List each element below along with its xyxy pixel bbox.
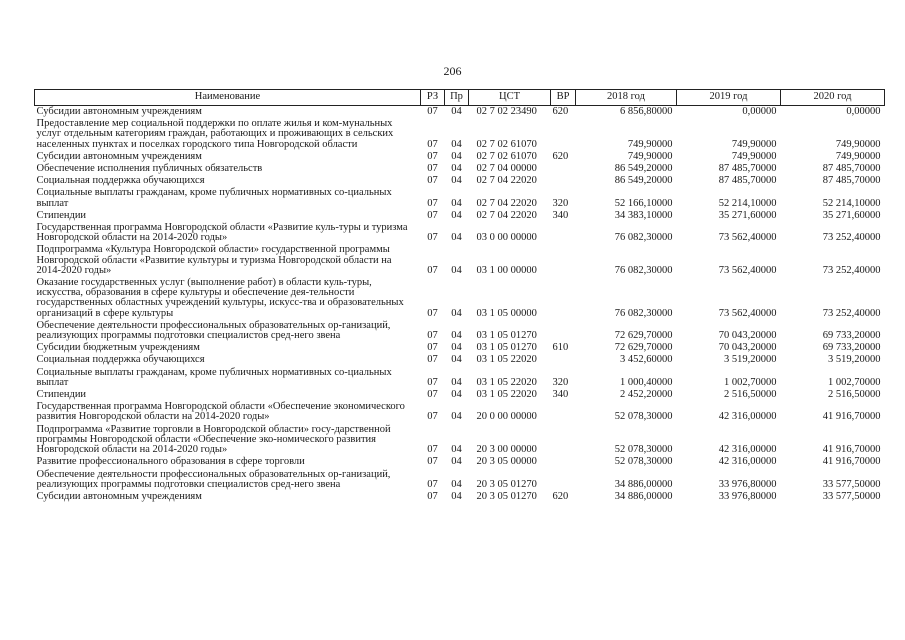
- row-2019-value: 70 043,20000: [718, 342, 777, 354]
- row-2018-value: 72 629,70000: [614, 330, 673, 342]
- row-vr: [551, 118, 576, 151]
- row-2020-value: 69 733,20000: [822, 330, 881, 342]
- row-2018-value: 76 082,30000: [614, 307, 673, 319]
- row-2020-value: 33 577,50000: [822, 490, 881, 502]
- budget-table: [34, 89, 885, 503]
- row-2019-value: 42 316,00000: [718, 444, 777, 456]
- row-vr: 340: [552, 209, 569, 221]
- header-pr: Пр: [445, 90, 469, 106]
- row-rz: 07: [427, 490, 438, 502]
- table-row: [35, 389, 885, 401]
- row-2020-value: 749,90000: [835, 138, 881, 150]
- row-cst: 03 1 05 00000: [476, 307, 537, 319]
- row-name: Социальные выплаты гражданам, кроме публичных нормативных со-циальных выплат: [36, 366, 392, 388]
- row-name: Подпрограмма «Культура Новгородской области» государственной программы Новгородской области «Развитие культуры и туризма Новгородской области на 2014-2020 годы»: [36, 244, 392, 276]
- row-2019-value: 749,90000: [731, 150, 777, 162]
- row-2019-value: 0,00000: [742, 106, 777, 117]
- row-2019-value: 73 562,40000: [718, 232, 777, 244]
- row-2018-value: 86 549,20000: [614, 175, 673, 187]
- row-name: Социальные выплаты гражданам, кроме публичных нормативных со-циальных выплат: [36, 187, 392, 209]
- row-name: Субсидии автономным учреждениям: [36, 106, 202, 117]
- row-2020-value: 33 577,50000: [822, 478, 881, 490]
- row-vr: [551, 401, 576, 423]
- row-2020-value: 52 214,10000: [822, 197, 881, 209]
- row-vr: [551, 320, 576, 342]
- row-2020-value: 0,00000: [846, 106, 881, 117]
- row-2020-value: 35 271,60000: [822, 209, 881, 221]
- row-2018-value: 52 078,30000: [614, 456, 673, 468]
- row-name: Обеспечение деятельности профессиональных образовательных ор-ганизаций, реализующих программы подготовки специалистов сред-него звена: [36, 319, 391, 342]
- row-2019-value: 1 002,70000: [724, 376, 777, 388]
- row-cst: 20 3 05 01270: [476, 490, 537, 502]
- row-cst: 03 1 05 22020: [476, 376, 537, 388]
- row-2020-value: 41 916,70000: [822, 411, 881, 423]
- row-vr: 340: [552, 389, 569, 401]
- row-2018-value: 86 549,20000: [614, 163, 673, 175]
- row-cst: 02 7 04 22020: [476, 175, 537, 187]
- row-rz: 07: [427, 232, 438, 244]
- row-name: Субсидии автономным учреждениям: [36, 490, 202, 502]
- row-pr: 04: [451, 307, 462, 319]
- row-rz: 07: [427, 444, 438, 456]
- row-rz: 07: [427, 456, 438, 468]
- header-2020: 2020 год: [781, 90, 885, 106]
- row-name: Субсидии автономным учреждениям: [36, 150, 202, 162]
- row-name: Оказание государственных услуг (выполнение работ) в области куль-туры, искусства, образования в сфере культуры и обеспечение дея-тельности государственных областных учреждений культуры, искусс-тва и образовательных организаций в сфере культуры: [36, 277, 404, 319]
- table-row: [35, 469, 885, 491]
- row-2018-value: 1 000,40000: [620, 376, 673, 388]
- row-2018-value: 3 452,60000: [620, 354, 673, 366]
- row-rz: 07: [427, 342, 438, 354]
- row-vr: [551, 277, 576, 320]
- row-2020-value: 87 485,70000: [822, 163, 881, 175]
- table-row: [35, 354, 885, 366]
- row-2020-value: 41 916,70000: [822, 444, 881, 456]
- table-row: [35, 118, 885, 151]
- row-2019-value: 87 485,70000: [718, 175, 777, 187]
- row-rz: 07: [427, 150, 438, 162]
- row-2018-value: 52 166,10000: [614, 197, 673, 209]
- row-2018-value: 6 856,80000: [620, 106, 673, 117]
- row-2020-value: 41 916,70000: [822, 456, 881, 468]
- row-2018-value: 72 629,70000: [614, 342, 673, 354]
- row-pr: 04: [451, 163, 462, 175]
- row-pr: 04: [451, 232, 462, 244]
- row-pr: 04: [451, 490, 462, 502]
- row-2019-value: 73 562,40000: [718, 264, 777, 276]
- table-row: [35, 106, 885, 119]
- row-2019-value: 33 976,80000: [718, 490, 777, 502]
- row-pr: 04: [451, 330, 462, 342]
- row-rz: 07: [427, 209, 438, 221]
- table-row: [35, 277, 885, 320]
- row-pr: 04: [451, 456, 462, 468]
- row-vr: 320: [552, 197, 569, 209]
- row-2020-value: 73 252,40000: [822, 264, 881, 276]
- row-2019-value: 35 271,60000: [718, 209, 777, 221]
- table-header-row: [35, 90, 885, 106]
- row-rz: 07: [427, 197, 438, 209]
- row-2019-value: 749,90000: [731, 138, 777, 150]
- row-cst: 02 7 04 22020: [476, 209, 537, 221]
- table-row: [35, 163, 885, 175]
- row-rz: 07: [427, 330, 438, 342]
- row-pr: 04: [451, 389, 462, 401]
- page-number: 206: [443, 64, 462, 78]
- row-pr: 04: [451, 106, 462, 117]
- row-2020-value: 87 485,70000: [822, 175, 881, 187]
- row-pr: 04: [451, 444, 462, 456]
- row-vr: 320: [552, 376, 569, 388]
- row-rz: 07: [427, 478, 438, 490]
- row-2020-value: 69 733,20000: [822, 342, 881, 354]
- row-vr: [551, 222, 576, 244]
- table-row: [35, 151, 885, 163]
- row-pr: 04: [451, 376, 462, 388]
- row-name: Развитие профессионального образования в сфере торговли: [36, 456, 305, 468]
- table-row: [35, 210, 885, 222]
- row-rz: 07: [427, 307, 438, 319]
- row-2019-value: 87 485,70000: [718, 163, 777, 175]
- row-cst: 20 3 00 00000: [476, 444, 537, 456]
- row-cst: 03 1 05 22020: [476, 389, 537, 401]
- row-cst: 03 1 05 01270: [476, 330, 537, 342]
- row-2018-value: 52 078,30000: [614, 444, 673, 456]
- row-cst: 02 7 02 61070: [476, 150, 537, 162]
- row-2020-value: 749,90000: [835, 150, 881, 162]
- table-row: [35, 244, 885, 277]
- row-vr: [551, 244, 576, 277]
- row-vr: [551, 354, 576, 366]
- row-vr: 610: [552, 342, 569, 354]
- row-pr: 04: [451, 478, 462, 490]
- row-name: Обеспечение деятельности профессиональных образовательных ор-ганизаций, реализующих программы подготовки специалистов сред-него звена: [36, 468, 391, 490]
- table-row: [35, 491, 885, 503]
- row-rz: 07: [427, 376, 438, 388]
- row-pr: 04: [451, 411, 462, 423]
- row-rz: 07: [427, 106, 438, 117]
- row-2018-value: 2 452,20000: [620, 389, 673, 401]
- row-pr: 04: [451, 209, 462, 221]
- row-2020-value: 2 516,50000: [828, 389, 881, 401]
- row-rz: 07: [427, 389, 438, 401]
- row-rz: 07: [427, 264, 438, 276]
- table-row: [35, 320, 885, 342]
- row-2020-value: 3 519,20000: [828, 354, 881, 366]
- row-2019-value: 42 316,00000: [718, 411, 777, 423]
- row-name: Обеспечение исполнения публичных обязательств: [36, 163, 263, 175]
- row-cst: 20 3 05 00000: [476, 456, 537, 468]
- row-vr: [551, 175, 576, 187]
- row-2019-value: 52 214,10000: [718, 197, 777, 209]
- row-vr: 620: [552, 490, 569, 502]
- row-cst: 02 7 02 23490: [476, 106, 537, 117]
- table-row: [35, 456, 885, 468]
- row-rz: 07: [427, 163, 438, 175]
- table-row: [35, 175, 885, 187]
- row-pr: 04: [451, 150, 462, 162]
- row-name: Стипендии: [36, 389, 87, 401]
- row-vr: [551, 424, 576, 457]
- row-pr: 04: [451, 342, 462, 354]
- table-row: [35, 342, 885, 354]
- row-pr: 04: [451, 354, 462, 366]
- row-2019-value: 70 043,20000: [718, 330, 777, 342]
- row-name: Подпрограмма «Развитие торговли в Новгородской области» госу-дарственной программы Новгородской области «Обеспечение эко-номического развития Новгородской области на 2014-2020 годы»: [36, 423, 391, 456]
- row-2018-value: 52 078,30000: [614, 411, 673, 423]
- header-2018: 2018 год: [576, 90, 677, 106]
- row-name: Социальная поддержка обучающихся: [36, 175, 205, 187]
- row-2020-value: 73 252,40000: [822, 232, 881, 244]
- row-pr: 04: [451, 197, 462, 209]
- row-cst: 03 1 05 22020: [476, 354, 537, 366]
- row-vr: [551, 163, 576, 175]
- row-vr: 620: [552, 106, 569, 117]
- row-2018-value: 749,90000: [627, 138, 673, 150]
- row-cst: 02 7 04 00000: [476, 163, 537, 175]
- header-rz: РЗ: [421, 90, 445, 106]
- row-2019-value: 33 976,80000: [718, 478, 777, 490]
- row-2018-value: 749,90000: [627, 150, 673, 162]
- header-2019: 2019 год: [677, 90, 781, 106]
- row-2019-value: 2 516,50000: [724, 389, 777, 401]
- row-rz: 07: [427, 354, 438, 366]
- row-pr: 04: [451, 264, 462, 276]
- row-cst: 02 7 04 22020: [476, 197, 537, 209]
- row-2020-value: 1 002,70000: [828, 376, 881, 388]
- row-name: Предоставление мер социальной поддержки по оплате жилья и ком-мунальных услуг отдельным категориям граждан, работающих и проживающих в сельских населенных пунктах и поселках городского типа Новгородской области: [36, 118, 394, 150]
- row-2020-value: 73 252,40000: [822, 307, 881, 319]
- row-pr: 04: [451, 138, 462, 150]
- row-cst: 03 1 05 01270: [476, 342, 537, 354]
- table-row: [35, 424, 885, 457]
- row-2018-value: 34 383,10000: [614, 209, 673, 221]
- header-name: Наименование: [35, 90, 421, 106]
- row-pr: 04: [451, 175, 462, 187]
- row-2018-value: 76 082,30000: [614, 264, 673, 276]
- row-vr: 620: [552, 150, 569, 162]
- row-2018-value: 34 886,00000: [614, 478, 673, 490]
- row-name: Субсидии бюджетным учреждениям: [36, 342, 200, 354]
- row-rz: 07: [427, 175, 438, 187]
- row-cst: 02 7 02 61070: [476, 138, 537, 150]
- row-cst: 03 0 00 00000: [476, 232, 537, 244]
- row-vr: [551, 456, 576, 468]
- row-name: Социальная поддержка обучающихся: [36, 354, 205, 366]
- row-2019-value: 73 562,40000: [718, 307, 777, 319]
- header-vr: ВР: [551, 90, 576, 106]
- table-row: [35, 187, 885, 209]
- row-name: Государственная программа Новгородской области «Развитие куль-туры и туризма Новгородской области на 2014-2020 годы»: [36, 222, 408, 244]
- table-row: [35, 401, 885, 423]
- row-2018-value: 34 886,00000: [614, 490, 673, 502]
- row-name: Стипендии: [36, 209, 87, 221]
- header-cst: ЦСТ: [469, 90, 551, 106]
- row-2019-value: 3 519,20000: [724, 354, 777, 366]
- row-cst: 20 0 00 00000: [476, 411, 537, 423]
- row-2018-value: 76 082,30000: [614, 232, 673, 244]
- row-2019-value: 42 316,00000: [718, 456, 777, 468]
- table-row: [35, 367, 885, 389]
- row-rz: 07: [427, 411, 438, 423]
- row-vr: [551, 469, 576, 491]
- row-rz: 07: [427, 138, 438, 150]
- table-row: [35, 222, 885, 244]
- row-name: Государственная программа Новгородской области «Обеспечение экономического развития Новгородской области на 2014-2020 годы»: [36, 401, 405, 423]
- row-cst: 20 3 05 01270: [476, 478, 537, 490]
- row-cst: 03 1 00 00000: [476, 264, 537, 276]
